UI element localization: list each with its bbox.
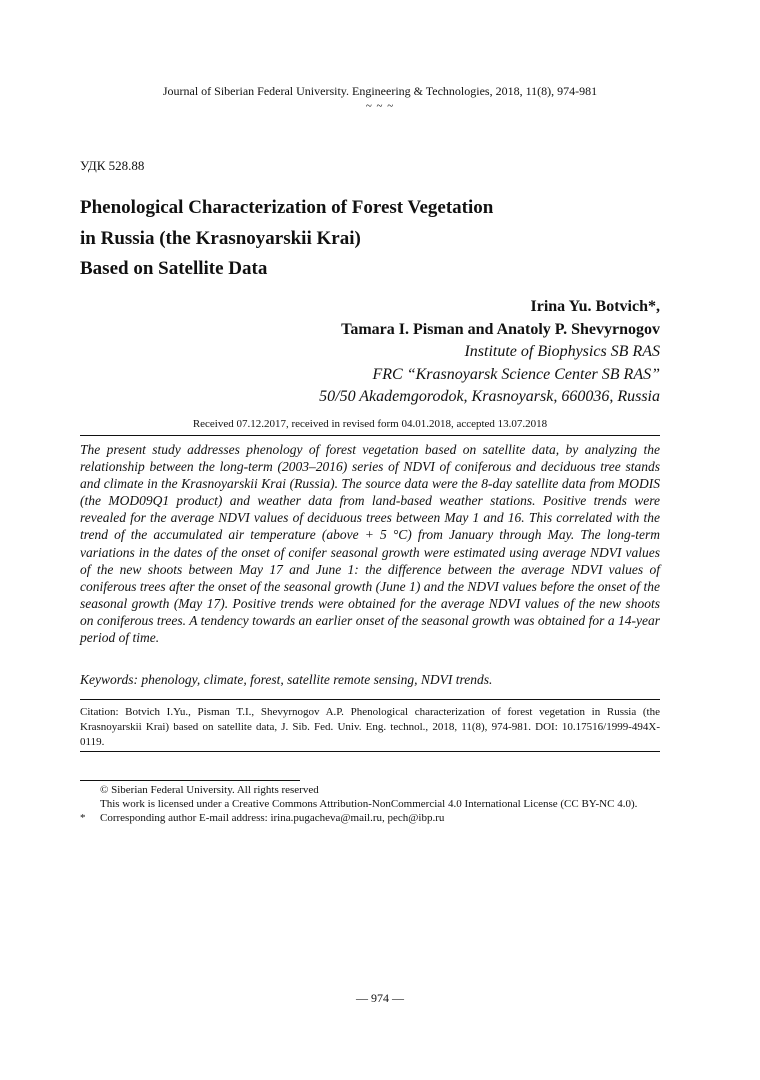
title-line: Phenological Characterization of Forest Vegetation: [80, 197, 494, 218]
divider: [80, 699, 660, 700]
footnote-divider: [80, 780, 300, 781]
footnotes: [80, 783, 680, 826]
page-number: — 974 —: [356, 991, 404, 1005]
author-line: Tamara I. Pisman and Anatoly P. Shevyrnogov: [341, 320, 660, 338]
affiliation-line: Institute of Biophysics SB RAS: [464, 343, 660, 360]
keywords: Keywords: phenology, climate, forest, satellite remote sensing, NDVI trends.: [80, 672, 493, 687]
article-title: [80, 193, 640, 285]
title-line: in Russia (the Krasnoyarskii Krai): [80, 227, 361, 249]
license-note: This work is licensed under a Creative Commons Attribution-NonCommercial 4.0 International License (CC BY-NC 4.0).: [100, 798, 638, 811]
citation: Citation: Botvich I.Yu., Pisman T.I., Shevyrnogov A.P. Phenological characterization of forest vegetation in Russia (the Krasnoyarskii Krai) based on satellite data, J. Sib. Fed. Univ. Eng. technol., 2018, 11(8), 974-981. DOI: 10.17516/1999-494X-0119.: [80, 706, 660, 748]
udk-code: УДК 528.88: [80, 158, 145, 173]
corresponding-author-text: Corresponding author E-mail address: irina.pugacheva@mail.ru, pech@ibp.ru: [100, 812, 445, 825]
divider: [80, 435, 660, 436]
author-block: [160, 296, 660, 409]
affiliation-line: FRC “Krasnoyarsk Science Center SB RAS”: [372, 365, 660, 383]
abstract: The present study addresses phenology of forest vegetation based on satellite data, by analyzing the relationship between the long-term (2003–2016) series of NDVI of coniferous and deciduous tree stands and climate in the Krasnoyarskii Krai (Russia). The source data were the 8-day satellite data from MODIS (the MOD09Q1 product) and weather data from land-based weather stations. Positive trends were revealed for the average NDVI values of deciduous trees between May 1 and 16. This correlated with the trend of the accumulated air temperature (above + 5 °C) from January through May. The long-term variations in the dates of the onset of conifer seasonal growth were estimated using average NDVI values of the new shoots between May 17 and June 1: the difference between the average NDVI values of coniferous trees after the onset of the seasonal growth (June 1) and the NDVI values before the onset of the seasonal growth (May 17). Positive trends were obtained for the average NDVI values of the new shoots on coniferous trees. A tendency towards an earlier onset of the seasonal growth was obtained for a 14-year period of time.: [80, 442, 660, 646]
divider: [80, 751, 660, 752]
journal-header: Journal of Siberian Federal University. Engineering & Technologies, 2018, 11(8), 974-981: [162, 84, 598, 98]
author-line: Irina Yu. Botvich*,: [530, 298, 660, 315]
corresponding-author-note: [80, 811, 680, 825]
received-dates: Received 07.12.2017, received in revised form 04.01.2018, accepted 13.07.2018: [192, 418, 548, 430]
header-ornament: ~ ~ ~: [365, 100, 395, 112]
title-line: Based on Satellite Data: [80, 258, 268, 279]
asterisk-mark: *: [80, 812, 86, 825]
copyright-note: © Siberian Federal University. All rights reserved: [100, 784, 319, 796]
affiliation-line: 50/50 Akademgorodok, Krasnoyarsk, 660036, Russia: [319, 388, 660, 405]
